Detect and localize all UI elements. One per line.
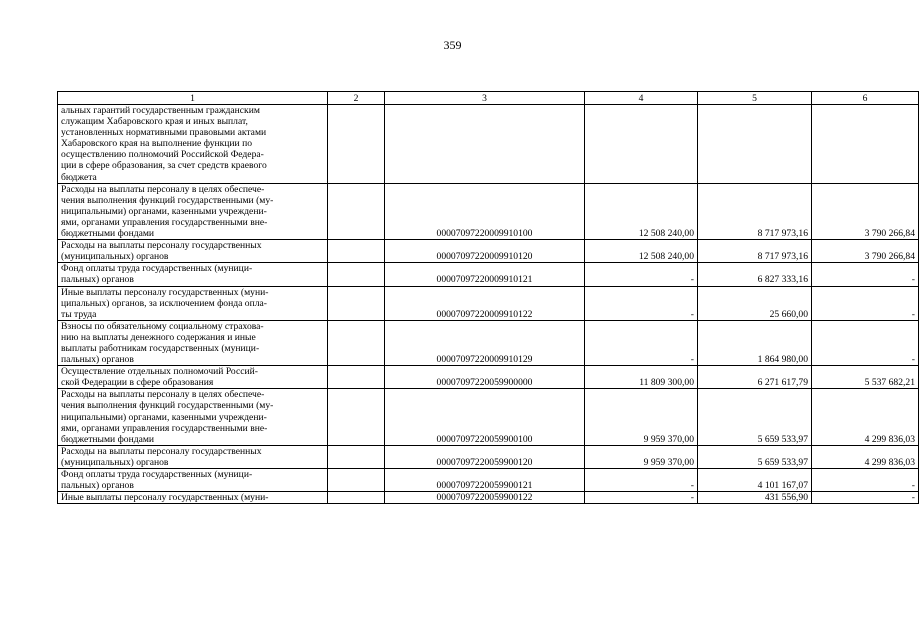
description-line: Фонд оплаты труда государственных (муници-	[61, 469, 253, 480]
description-line: установленных нормативными правовыми актами	[61, 127, 267, 139]
description-line: (муниципальных) органов	[61, 456, 169, 468]
row-description	[58, 263, 328, 286]
row-value-5: 6 827 333,16	[698, 263, 812, 286]
row-value-5: 5 659 533,97	[698, 445, 812, 468]
row-description	[58, 445, 328, 468]
row-value-5: 1 864 980,00	[698, 320, 812, 365]
description-line: выплаты работникам государственных (муници-	[61, 342, 260, 354]
row-value-6: -	[812, 492, 919, 504]
description-line: ской Федерации в сфере образования	[61, 377, 214, 389]
description-line: служащим Хабаровского края и иных выплат,	[61, 116, 248, 128]
row-value-5: 25 660,00	[698, 286, 812, 320]
row-value-5: 8 717 973,16	[698, 240, 812, 263]
row-value-5: 8 717 973,16	[698, 183, 812, 239]
table-row	[58, 445, 919, 468]
description-line: Хабаровского края на выполнение функции по	[61, 138, 253, 150]
table-row	[58, 240, 919, 263]
row-value-6: 5 537 682,21	[812, 366, 919, 389]
row-code: 00007097220009910121	[385, 263, 585, 286]
description-line: пальных) органов	[61, 354, 134, 366]
description-line: Расходы на выплаты персоналу государственных	[61, 445, 262, 457]
description-line: пальных) органов	[61, 274, 134, 286]
row-col-2	[328, 286, 385, 320]
row-col-2	[328, 320, 385, 365]
header-col-1: 1	[58, 92, 328, 105]
description-line: Расходы на выплаты персоналу в целях обеспече-	[61, 389, 265, 401]
row-value-4	[585, 105, 698, 184]
row-code: 00007097220009910122	[385, 286, 585, 320]
description-line: ниципальными) органами, казенными учреждени-	[61, 205, 267, 217]
row-description	[58, 366, 328, 389]
table-row	[58, 183, 919, 239]
header-col-3: 3	[385, 92, 585, 105]
description-line: (муниципальных) органов	[61, 251, 169, 263]
description-line: нию на выплаты денежного содержания и иные	[61, 331, 256, 343]
description-line: Взносы по обязательному социальному страхова-	[61, 320, 264, 332]
header-col-2: 2	[328, 92, 385, 105]
row-value-6: -	[812, 469, 919, 492]
row-col-2	[328, 469, 385, 492]
description-line: чения выполнения функций государственными (му-	[61, 194, 274, 206]
row-col-2	[328, 492, 385, 504]
header-col-5: 5	[698, 92, 812, 105]
row-col-2	[328, 445, 385, 468]
row-value-4: 11 809 300,00	[585, 366, 698, 389]
row-value-6	[812, 105, 919, 184]
row-col-2	[328, 183, 385, 239]
page-number: 359	[443, 38, 462, 52]
row-code: 00007097220059900122	[385, 492, 585, 504]
table-row	[58, 263, 919, 286]
row-value-4: -	[585, 286, 698, 320]
description-line: ципальных) органов, за исключением фонда опла-	[61, 297, 267, 309]
table-row	[58, 320, 919, 365]
row-description	[58, 320, 328, 365]
table-row	[58, 105, 919, 184]
table-row	[58, 469, 919, 492]
header-col-6: 6	[812, 92, 919, 105]
row-value-4: -	[585, 492, 698, 504]
row-code	[385, 105, 585, 184]
row-value-4: -	[585, 320, 698, 365]
row-value-6: -	[812, 320, 919, 365]
description-line: альных гарантий государственным гражданским	[61, 105, 260, 116]
row-value-5: 431 556,90	[698, 492, 812, 504]
row-value-6: 3 790 266,84	[812, 240, 919, 263]
description-line: Иные выплаты персоналу государственных (муни-	[61, 492, 269, 504]
row-value-4: 12 508 240,00	[585, 183, 698, 239]
row-col-2	[328, 105, 385, 184]
description-line: ниципальными) органами, казенными учреждени-	[61, 411, 267, 423]
table-body	[58, 105, 919, 504]
table-row	[58, 389, 919, 445]
row-col-2	[328, 263, 385, 286]
description-line: бюджетными фондами	[61, 228, 155, 240]
report-table	[57, 91, 919, 504]
row-description	[58, 492, 328, 504]
description-line: осуществлению полномочий Российской Федера-	[61, 149, 264, 161]
description-line: ями, органами управления государственными вне-	[61, 216, 268, 228]
table-row	[58, 366, 919, 389]
row-value-4: -	[585, 263, 698, 286]
row-value-6: -	[812, 286, 919, 320]
row-value-4: 12 508 240,00	[585, 240, 698, 263]
row-col-2	[328, 389, 385, 445]
row-value-6: 4 299 836,03	[812, 445, 919, 468]
row-code: 00007097220059900100	[385, 389, 585, 445]
row-description	[58, 469, 328, 492]
row-value-4: -	[585, 469, 698, 492]
row-code: 00007097220009910100	[385, 183, 585, 239]
description-line: бюджетными фондами	[61, 433, 155, 445]
row-description	[58, 389, 328, 445]
description-line: Расходы на выплаты персоналу государственных	[61, 240, 262, 252]
row-value-4: 9 959 370,00	[585, 445, 698, 468]
row-value-6: 4 299 836,03	[812, 389, 919, 445]
row-value-6: 3 790 266,84	[812, 183, 919, 239]
row-code: 00007097220009910120	[385, 240, 585, 263]
row-value-5: 5 659 533,97	[698, 389, 812, 445]
description-line: ции в сфере образования, за счет средств краевого	[61, 160, 267, 172]
row-code: 00007097220009910129	[385, 320, 585, 365]
description-line: пальных) органов	[61, 480, 134, 492]
row-description	[58, 286, 328, 320]
description-line: Иные выплаты персоналу государственных (муни-	[61, 286, 269, 298]
description-line: ями, органами управления государственными вне-	[61, 422, 268, 434]
description-line: ты труда	[61, 308, 97, 320]
row-code: 00007097220059900000	[385, 366, 585, 389]
row-value-4: 9 959 370,00	[585, 389, 698, 445]
table-row	[58, 286, 919, 320]
row-description	[58, 105, 328, 184]
row-value-5: 4 101 167,07	[698, 469, 812, 492]
row-col-2	[328, 366, 385, 389]
description-line: бюджета	[61, 171, 97, 183]
description-line: Фонд оплаты труда государственных (муници-	[61, 263, 253, 275]
description-line: чения выполнения функций государственными (му-	[61, 400, 274, 412]
row-description	[58, 183, 328, 239]
row-description	[58, 240, 328, 263]
row-code: 00007097220059900120	[385, 445, 585, 468]
row-value-6: -	[812, 263, 919, 286]
row-value-5	[698, 105, 812, 184]
row-code: 00007097220059900121	[385, 469, 585, 492]
table-row	[58, 492, 919, 504]
row-col-2	[328, 240, 385, 263]
header-col-4: 4	[585, 92, 698, 105]
header-row	[58, 92, 919, 105]
description-line: Расходы на выплаты персоналу в целях обеспече-	[61, 183, 265, 195]
description-line: Осуществление отдельных полномочий Россий-	[61, 366, 258, 378]
row-value-5: 6 271 617,79	[698, 366, 812, 389]
